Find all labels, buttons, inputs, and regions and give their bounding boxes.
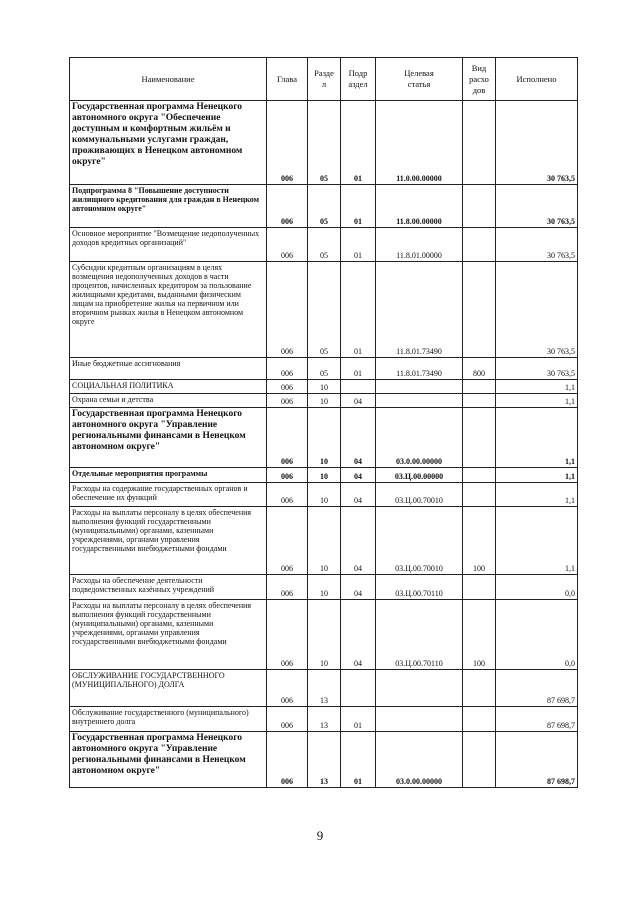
cell-target <box>376 394 463 408</box>
cell-target: 03.Ц.00.70010 <box>376 483 463 507</box>
cell-vid <box>463 394 496 408</box>
table-row <box>70 707 578 732</box>
cell-podrazdel: 01 <box>341 262 376 358</box>
cell-vid <box>463 732 496 788</box>
cell-razdel: 13 <box>308 670 341 707</box>
cell-name: Отдельные мероприятия программы <box>70 468 267 483</box>
cell-glava: 006 <box>267 408 308 468</box>
cell-target: 11.8.01.00000 <box>376 228 463 262</box>
cell-vid <box>463 101 496 185</box>
table-row <box>70 575 578 600</box>
table-row <box>70 380 578 394</box>
cell-target: 11.8.01.73490 <box>376 358 463 380</box>
cell-name: СОЦИАЛЬНАЯ ПОЛИТИКА <box>70 380 267 394</box>
cell-target <box>376 670 463 707</box>
cell-podrazdel: 04 <box>341 468 376 483</box>
cell-razdel: 10 <box>308 575 341 600</box>
cell-executed: 30 763,5 <box>496 358 578 380</box>
cell-razdel: 13 <box>308 732 341 788</box>
cell-name: Подпрограмма 8 "Повышение доступности жилищного кредитования для граждан в Ненецком автономном округе" <box>70 185 267 228</box>
cell-glava: 006 <box>267 483 308 507</box>
table-row <box>70 468 578 483</box>
cell-name: Обслуживание государственного (муниципального) внутреннего долга <box>70 707 267 732</box>
header-name: Наименование <box>70 58 267 101</box>
cell-razdel: 05 <box>308 358 341 380</box>
cell-podrazdel <box>341 380 376 394</box>
cell-target: 03.Ц.00.70010 <box>376 507 463 575</box>
cell-podrazdel: 04 <box>341 600 376 670</box>
header-executed: Исполнено <box>496 58 578 101</box>
cell-name: ОБСЛУЖИВАНИЕ ГОСУДАРСТВЕННОГО (МУНИЦИПАЛЬНОГО) ДОЛГА <box>70 670 267 707</box>
cell-target: 03.Ц.00.70110 <box>376 600 463 670</box>
cell-name: Иные бюджетные ассигнования <box>70 358 267 380</box>
cell-target: 11.8.00.00000 <box>376 185 463 228</box>
cell-vid <box>463 185 496 228</box>
page-number: 9 <box>316 828 324 843</box>
cell-target: 03.0.00.00000 <box>376 732 463 788</box>
cell-razdel: 05 <box>308 185 341 228</box>
cell-vid <box>463 228 496 262</box>
cell-podrazdel: 01 <box>341 185 376 228</box>
header-vid: Вид расхо дов <box>463 58 496 101</box>
cell-target: 03.Ц.00.00000 <box>376 468 463 483</box>
cell-name: Субсидии кредитным организациям в целях возмещения недополученных доходов в части процентов, начисленных кредитором за пользование жилищными кредитами, выданными физическим лицам на приобретение жилья на первичном или вторичном рынках жилья в Ненецком автономном округе <box>70 262 267 358</box>
cell-razdel: 05 <box>308 101 341 185</box>
cell-target: 03.0.00.00000 <box>376 408 463 468</box>
cell-razdel: 10 <box>308 507 341 575</box>
table-row <box>70 185 578 228</box>
cell-podrazdel: 01 <box>341 228 376 262</box>
table-row <box>70 101 578 185</box>
cell-name: Государственная программа Ненецкого автономного округа "Управление региональными финансами в Ненецком автономном округе" <box>70 408 267 468</box>
cell-podrazdel: 04 <box>341 507 376 575</box>
cell-razdel: 05 <box>308 262 341 358</box>
cell-vid: 100 <box>463 507 496 575</box>
cell-target: 11.0.00.00000 <box>376 101 463 185</box>
cell-executed: 1,1 <box>496 408 578 468</box>
cell-glava: 006 <box>267 228 308 262</box>
cell-glava: 006 <box>267 732 308 788</box>
cell-podrazdel: 04 <box>341 394 376 408</box>
cell-target: 03.Ц.00.70110 <box>376 575 463 600</box>
cell-glava: 006 <box>267 507 308 575</box>
cell-vid <box>463 408 496 468</box>
cell-vid: 100 <box>463 600 496 670</box>
header-row <box>70 58 578 101</box>
table-body <box>70 101 578 788</box>
budget-table <box>69 57 578 788</box>
cell-executed: 87 698,7 <box>496 732 578 788</box>
cell-name: Государственная программа Ненецкого автономного округа "Обеспечение доступным и комфортным жильём и коммунальными услугами граждан, проживающих в Ненецком автономном округе" <box>70 101 267 185</box>
cell-name: Расходы на выплаты персоналу в целях обеспечения выполнения функций государственными (муниципальными) органами, казенными учреждениями, органами управления государственными внебюджетными фондами <box>70 507 267 575</box>
cell-name: Расходы на выплаты персоналу в целях обеспечения выполнения функций государственными (муниципальными) органами, казенными учреждениями, органами управления государственными внебюджетными фондами <box>70 600 267 670</box>
cell-executed: 0,0 <box>496 575 578 600</box>
table-row <box>70 262 578 358</box>
cell-razdel: 10 <box>308 380 341 394</box>
cell-name: Расходы на обеспечение деятельности подведомственных казённых учреждений <box>70 575 267 600</box>
cell-name: Основное мероприятие "Возмещение недополученных доходов кредитных организаций" <box>70 228 267 262</box>
cell-target <box>376 707 463 732</box>
header-podrazdel: Подр аздел <box>341 58 376 101</box>
header-razdel: Разде л <box>308 58 341 101</box>
cell-glava: 006 <box>267 468 308 483</box>
cell-executed: 30 763,5 <box>496 101 578 185</box>
table-row <box>70 670 578 707</box>
cell-target: 11.8.01.73490 <box>376 262 463 358</box>
cell-vid <box>463 380 496 394</box>
cell-executed: 0,0 <box>496 600 578 670</box>
cell-glava: 006 <box>267 358 308 380</box>
table-row <box>70 394 578 408</box>
cell-glava: 006 <box>267 600 308 670</box>
cell-podrazdel: 01 <box>341 707 376 732</box>
cell-executed: 1,1 <box>496 394 578 408</box>
cell-vid <box>463 575 496 600</box>
table-row <box>70 358 578 380</box>
header-glava: Глава <box>267 58 308 101</box>
cell-podrazdel <box>341 670 376 707</box>
cell-razdel: 10 <box>308 408 341 468</box>
cell-razdel: 10 <box>308 483 341 507</box>
table-row <box>70 483 578 507</box>
cell-name: Охрана семьи и детства <box>70 394 267 408</box>
cell-glava: 006 <box>267 707 308 732</box>
table-row <box>70 507 578 575</box>
cell-executed: 1,1 <box>496 483 578 507</box>
cell-executed: 30 763,5 <box>496 185 578 228</box>
cell-executed: 87 698,7 <box>496 670 578 707</box>
cell-podrazdel: 04 <box>341 575 376 600</box>
cell-executed: 1,1 <box>496 380 578 394</box>
cell-executed: 1,1 <box>496 468 578 483</box>
cell-vid <box>463 468 496 483</box>
cell-razdel: 05 <box>308 228 341 262</box>
cell-podrazdel: 04 <box>341 483 376 507</box>
cell-executed: 30 763,5 <box>496 262 578 358</box>
table-row <box>70 600 578 670</box>
cell-razdel: 10 <box>308 394 341 408</box>
cell-podrazdel: 01 <box>341 358 376 380</box>
cell-executed: 30 763,5 <box>496 228 578 262</box>
cell-name: Расходы на содержание государственных органов и обеспечение их функций <box>70 483 267 507</box>
cell-glava: 006 <box>267 262 308 358</box>
cell-glava: 006 <box>267 575 308 600</box>
cell-vid <box>463 670 496 707</box>
table-row <box>70 732 578 788</box>
cell-vid <box>463 707 496 732</box>
cell-vid <box>463 483 496 507</box>
cell-razdel: 10 <box>308 600 341 670</box>
cell-name: Государственная программа Ненецкого автономного округа "Управление региональными финансами в Ненецком автономном округе" <box>70 732 267 788</box>
cell-glava: 006 <box>267 394 308 408</box>
cell-podrazdel: 01 <box>341 732 376 788</box>
cell-glava: 006 <box>267 670 308 707</box>
cell-glava: 006 <box>267 185 308 228</box>
header-target: Целевая статья <box>376 58 463 101</box>
cell-podrazdel: 04 <box>341 408 376 468</box>
cell-vid: 800 <box>463 358 496 380</box>
table-row <box>70 408 578 468</box>
cell-glava: 006 <box>267 101 308 185</box>
table-row <box>70 228 578 262</box>
cell-executed: 87 698,7 <box>496 707 578 732</box>
cell-target <box>376 380 463 394</box>
cell-vid <box>463 262 496 358</box>
cell-razdel: 13 <box>308 707 341 732</box>
cell-podrazdel: 01 <box>341 101 376 185</box>
cell-razdel: 10 <box>308 468 341 483</box>
cell-executed: 1,1 <box>496 507 578 575</box>
cell-glava: 006 <box>267 380 308 394</box>
